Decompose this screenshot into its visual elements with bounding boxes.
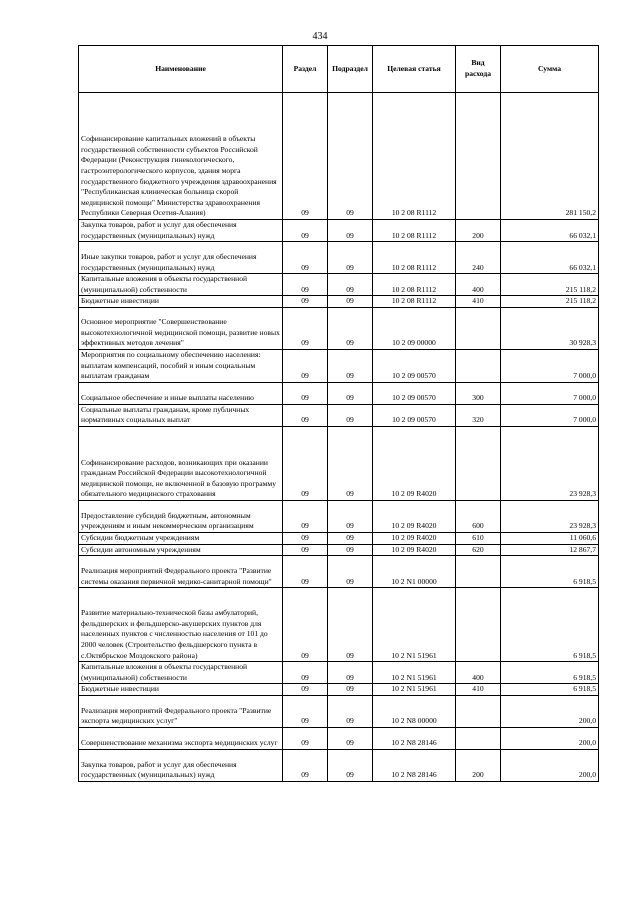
cell-subsection: 09 bbox=[328, 426, 373, 500]
cell-name: Капитальные вложения в объекты государственной (муниципальной) собственности bbox=[79, 662, 283, 684]
cell-expense: 600 bbox=[456, 500, 501, 532]
cell-expense bbox=[456, 349, 501, 382]
cell-section: 09 bbox=[283, 274, 328, 296]
cell-expense: 200 bbox=[456, 220, 501, 242]
cell-amount: 7 000,0 bbox=[501, 382, 599, 404]
cell-target: 10 2 09 R4020 bbox=[373, 532, 456, 544]
cell-target: 10 2 N8 00000 bbox=[373, 695, 456, 727]
cell-section: 09 bbox=[283, 544, 328, 556]
cell-expense: 610 bbox=[456, 532, 501, 544]
cell-target: 10 2 09 00570 bbox=[373, 382, 456, 404]
cell-name: Бюджетные инвестиции bbox=[79, 296, 283, 308]
table-row bbox=[79, 662, 599, 684]
cell-amount: 215 118,2 bbox=[501, 296, 599, 308]
page-number: 434 bbox=[312, 31, 328, 42]
cell-amount: 23 928,3 bbox=[501, 426, 599, 500]
cell-name: Капитальные вложения в объекты государственной (муниципальной) собственности bbox=[79, 274, 283, 296]
cell-amount: 200,0 bbox=[501, 749, 599, 781]
cell-target: 10 2 N1 00000 bbox=[373, 556, 456, 588]
cell-amount: 6 918,5 bbox=[501, 684, 599, 696]
cell-subsection: 09 bbox=[328, 500, 373, 532]
cell-name: Софинансирование капитальных вложений в объекты государственной собственности субъектов Российской Федерации (Реконструкция гинекологического, гастроэнтерологического корпусов, здания морга государственного бюджетного учреждения здравоохранения "Республиканская клиническая больница скорой медицинской помощи" Министерства здравоохранения Республики Северная Осетия-Алания) bbox=[79, 93, 283, 220]
cell-section: 09 bbox=[283, 426, 328, 500]
cell-subsection: 09 bbox=[328, 588, 373, 662]
cell-section: 09 bbox=[283, 532, 328, 544]
cell-expense: 400 bbox=[456, 662, 501, 684]
cell-section: 09 bbox=[283, 662, 328, 684]
cell-expense: 410 bbox=[456, 296, 501, 308]
cell-expense bbox=[456, 556, 501, 588]
table-row bbox=[79, 93, 599, 220]
cell-expense: 620 bbox=[456, 544, 501, 556]
cell-subsection: 09 bbox=[328, 532, 373, 544]
cell-subsection: 09 bbox=[328, 404, 373, 426]
cell-section: 09 bbox=[283, 588, 328, 662]
cell-name: Основное мероприятие "Совершенствование высокотехнологичной медицинской помощи, развитие новых эффективных методов лечения" bbox=[79, 307, 283, 349]
header-subsection: Подраздел bbox=[328, 46, 373, 93]
cell-name: Развитие материально-технической базы амбулаторий, фельдшерских и фельдшерско-акушерских пунктов для населенных пунктов с численностью населения от 101 до 2000 человек (Строительство фельдшерского пункта в с.Октябрьское Моздокского района) bbox=[79, 588, 283, 662]
cell-name: Социальные выплаты гражданам, кроме публичных нормативных социальных выплат bbox=[79, 404, 283, 426]
cell-amount: 7 000,0 bbox=[501, 349, 599, 382]
cell-expense: 400 bbox=[456, 274, 501, 296]
table-header-row bbox=[79, 46, 599, 93]
cell-section: 09 bbox=[283, 749, 328, 781]
header-name: Наименование bbox=[79, 46, 283, 93]
cell-amount: 6 918,5 bbox=[501, 662, 599, 684]
cell-amount: 6 918,5 bbox=[501, 588, 599, 662]
cell-subsection: 09 bbox=[328, 544, 373, 556]
cell-subsection: 09 bbox=[328, 349, 373, 382]
cell-target: 10 2 08 R1112 bbox=[373, 274, 456, 296]
cell-section: 09 bbox=[283, 404, 328, 426]
cell-target: 10 2 08 R1112 bbox=[373, 93, 456, 220]
cell-target: 10 2 09 00570 bbox=[373, 349, 456, 382]
table-row bbox=[79, 727, 599, 749]
cell-name: Закупка товаров, работ и услуг для обеспечения государственных (муниципальных) нужд bbox=[79, 749, 283, 781]
cell-target: 10 2 09 R4020 bbox=[373, 544, 456, 556]
table-row bbox=[79, 274, 599, 296]
cell-expense bbox=[456, 727, 501, 749]
table-row bbox=[79, 404, 599, 426]
cell-amount: 7 000,0 bbox=[501, 404, 599, 426]
table-row bbox=[79, 242, 599, 274]
cell-subsection: 09 bbox=[328, 556, 373, 588]
cell-name: Мероприятия по социальному обеспечению населения: выплатам компенсаций, пособий и иным социальным выплатам гражданам bbox=[79, 349, 283, 382]
cell-amount: 200,0 bbox=[501, 695, 599, 727]
cell-name: Субсидии бюджетным учреждениям bbox=[79, 532, 283, 544]
header-target: Целевая статья bbox=[373, 46, 456, 93]
cell-subsection: 09 bbox=[328, 684, 373, 696]
cell-amount: 12 867,7 bbox=[501, 544, 599, 556]
budget-table bbox=[78, 45, 599, 782]
cell-target: 10 2 N1 51961 bbox=[373, 662, 456, 684]
cell-name: Закупка товаров, работ и услуг для обеспечения государственных (муниципальных) нужд bbox=[79, 220, 283, 242]
cell-target: 10 2 09 00570 bbox=[373, 404, 456, 426]
cell-target: 10 2 N1 51961 bbox=[373, 588, 456, 662]
cell-subsection: 09 bbox=[328, 274, 373, 296]
cell-subsection: 09 bbox=[328, 296, 373, 308]
table-row bbox=[79, 426, 599, 500]
table-row bbox=[79, 500, 599, 532]
table-row bbox=[79, 307, 599, 349]
cell-subsection: 09 bbox=[328, 220, 373, 242]
cell-expense bbox=[456, 93, 501, 220]
cell-section: 09 bbox=[283, 296, 328, 308]
header-amount: Сумма bbox=[501, 46, 599, 93]
cell-section: 09 bbox=[283, 695, 328, 727]
cell-amount: 6 918,5 bbox=[501, 556, 599, 588]
cell-expense: 300 bbox=[456, 382, 501, 404]
cell-section: 09 bbox=[283, 307, 328, 349]
cell-subsection: 09 bbox=[328, 382, 373, 404]
cell-section: 09 bbox=[283, 556, 328, 588]
cell-section: 09 bbox=[283, 382, 328, 404]
cell-target: 10 2 N1 51961 bbox=[373, 684, 456, 696]
cell-section: 09 bbox=[283, 93, 328, 220]
table-row bbox=[79, 382, 599, 404]
cell-subsection: 09 bbox=[328, 727, 373, 749]
table-body bbox=[79, 93, 599, 782]
table-row bbox=[79, 684, 599, 696]
table-row bbox=[79, 695, 599, 727]
cell-section: 09 bbox=[283, 727, 328, 749]
cell-section: 09 bbox=[283, 349, 328, 382]
cell-subsection: 09 bbox=[328, 93, 373, 220]
cell-target: 10 2 N8 28146 bbox=[373, 727, 456, 749]
cell-name: Предоставление субсидий бюджетным, автономным учреждениям и иным некоммерческим организациям bbox=[79, 500, 283, 532]
cell-section: 09 bbox=[283, 242, 328, 274]
cell-amount: 23 928,3 bbox=[501, 500, 599, 532]
cell-name: Социальное обеспечение и иные выплаты населению bbox=[79, 382, 283, 404]
cell-name: Реализация мероприятий Федерального проекта "Развитие системы оказания первичной медико-санитарной помощи" bbox=[79, 556, 283, 588]
cell-expense bbox=[456, 695, 501, 727]
cell-subsection: 09 bbox=[328, 749, 373, 781]
cell-subsection: 09 bbox=[328, 307, 373, 349]
cell-expense bbox=[456, 307, 501, 349]
cell-target: 10 2 09 00000 bbox=[373, 307, 456, 349]
header-expense: Вид расхода bbox=[456, 46, 501, 93]
table-row bbox=[79, 556, 599, 588]
cell-expense: 410 bbox=[456, 684, 501, 696]
cell-amount: 66 032,1 bbox=[501, 220, 599, 242]
table-row bbox=[79, 296, 599, 308]
cell-target: 10 2 09 R4020 bbox=[373, 500, 456, 532]
cell-name: Софинансирование расходов, возникающих при оказании гражданам Российской Федерации высокотехнологичной медицинской помощи, не включенной в базовую программу обязательного медицинского страхования bbox=[79, 426, 283, 500]
table-row bbox=[79, 544, 599, 556]
cell-section: 09 bbox=[283, 500, 328, 532]
cell-name: Субсидии автономным учреждениям bbox=[79, 544, 283, 556]
cell-target: 10 2 08 R1112 bbox=[373, 242, 456, 274]
cell-amount: 30 928,3 bbox=[501, 307, 599, 349]
cell-expense bbox=[456, 426, 501, 500]
cell-expense: 200 bbox=[456, 749, 501, 781]
cell-subsection: 09 bbox=[328, 695, 373, 727]
table-row bbox=[79, 220, 599, 242]
cell-amount: 281 150,2 bbox=[501, 93, 599, 220]
cell-subsection: 09 bbox=[328, 662, 373, 684]
table-row bbox=[79, 749, 599, 781]
cell-name: Совершенствование механизма экспорта медицинских услуг bbox=[79, 727, 283, 749]
cell-expense: 320 bbox=[456, 404, 501, 426]
cell-amount: 66 032,1 bbox=[501, 242, 599, 274]
cell-name: Иные закупки товаров, работ и услуг для обеспечения государственных (муниципальных) нужд bbox=[79, 242, 283, 274]
cell-target: 10 2 08 R1112 bbox=[373, 296, 456, 308]
table-row bbox=[79, 349, 599, 382]
cell-target: 10 2 09 R4020 bbox=[373, 426, 456, 500]
cell-expense: 240 bbox=[456, 242, 501, 274]
cell-expense bbox=[456, 588, 501, 662]
cell-target: 10 2 N8 28146 bbox=[373, 749, 456, 781]
cell-section: 09 bbox=[283, 220, 328, 242]
cell-section: 09 bbox=[283, 684, 328, 696]
cell-name: Бюджетные инвестиции bbox=[79, 684, 283, 696]
header-section: Раздел bbox=[283, 46, 328, 93]
cell-amount: 215 118,2 bbox=[501, 274, 599, 296]
cell-target: 10 2 08 R1112 bbox=[373, 220, 456, 242]
table-row bbox=[79, 532, 599, 544]
cell-amount: 11 060,6 bbox=[501, 532, 599, 544]
table-row bbox=[79, 588, 599, 662]
cell-subsection: 09 bbox=[328, 242, 373, 274]
cell-name: Реализация мероприятий Федерального проекта "Развитие экспорта медицинских услуг" bbox=[79, 695, 283, 727]
cell-amount: 200,0 bbox=[501, 727, 599, 749]
